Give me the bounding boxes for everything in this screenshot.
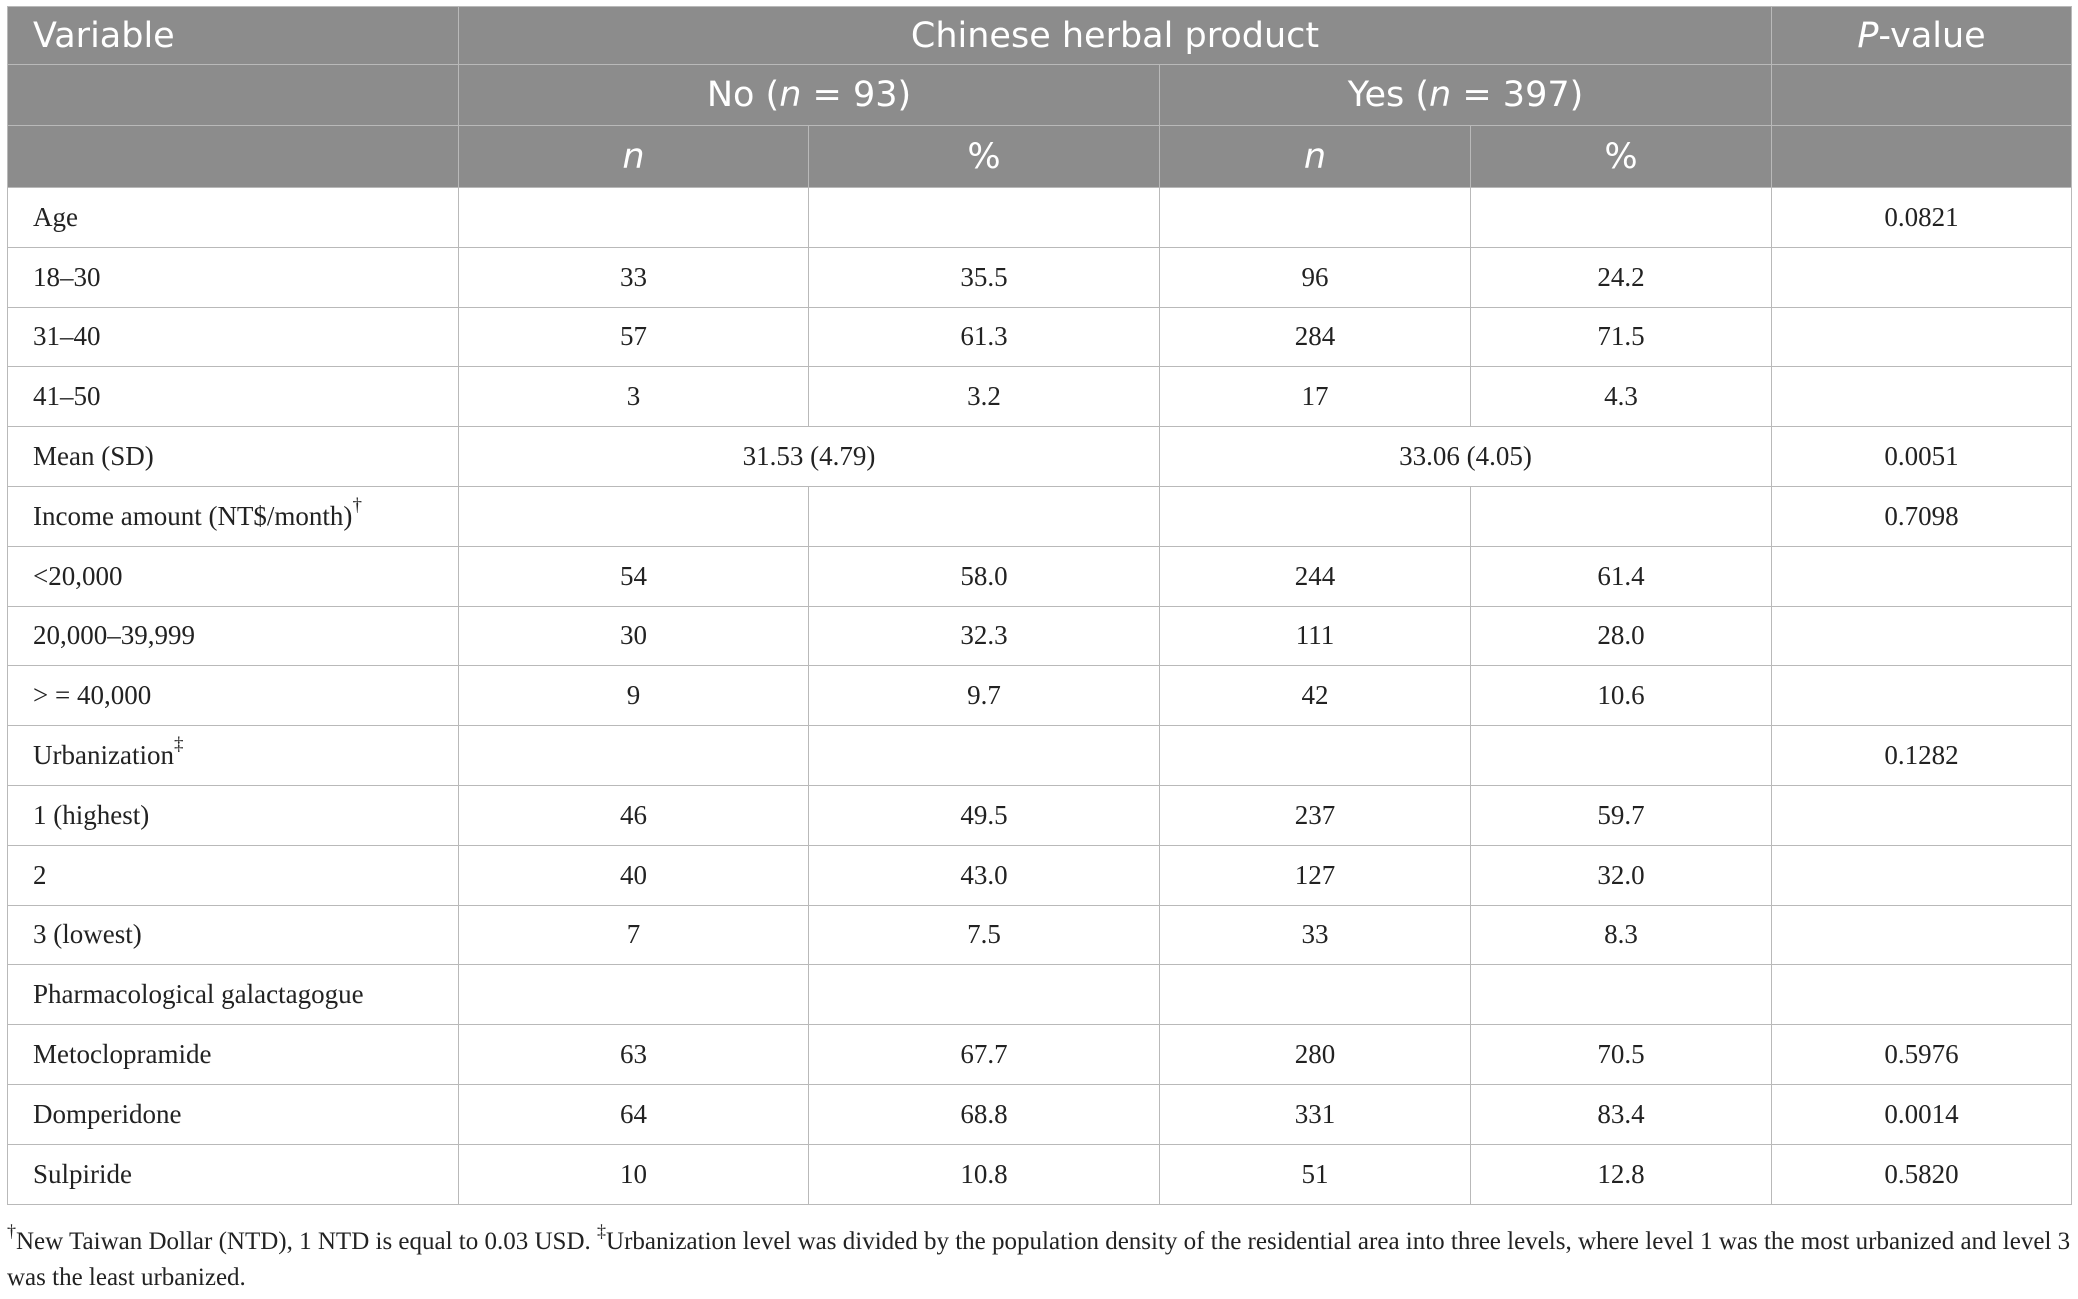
cell-pvalue	[1772, 367, 2072, 427]
cell-pvalue: 0.0014	[1772, 1084, 2072, 1144]
table-row	[8, 307, 2072, 367]
table-row	[8, 905, 2072, 965]
cell-yes-mean-sd: 33.06 (4.05)	[1160, 427, 1772, 487]
row-label	[8, 427, 459, 487]
header-pvalue-rest: -value	[1878, 15, 1986, 56]
row-label	[8, 247, 459, 307]
row-label-text: 3 (lowest)	[33, 919, 142, 950]
row-label	[8, 546, 459, 606]
row-label-text: Urbanization	[33, 740, 174, 771]
row-label	[8, 1025, 459, 1085]
row-label	[8, 845, 459, 905]
row-label	[8, 367, 459, 427]
table-row	[8, 1084, 2072, 1144]
cell-yes-pct: 24.2	[1471, 247, 1772, 307]
row-label	[8, 188, 459, 248]
cell-pvalue	[1772, 546, 2072, 606]
cell-yes-pct: 10.6	[1471, 666, 1772, 726]
header-no-group	[459, 65, 1160, 126]
row-label-text: Sulpiride	[33, 1158, 132, 1189]
table-row	[8, 606, 2072, 666]
footnote-text-currency: New Taiwan Dollar (NTD), 1 NTD is equal to 0.03 USD.	[16, 1228, 598, 1255]
cell-yes-pct	[1471, 188, 1772, 248]
cell-yes-n	[1160, 188, 1471, 248]
cell-no-pct: 68.8	[809, 1084, 1160, 1144]
row-label-text: Age	[33, 201, 78, 232]
cell-pvalue	[1772, 247, 2072, 307]
cell-pvalue: 0.7098	[1772, 486, 2072, 546]
cell-no-pct: 32.3	[809, 606, 1160, 666]
cell-no-pct: 10.8	[809, 1144, 1160, 1204]
cell-no-n	[459, 965, 809, 1025]
header-empty-cell	[8, 126, 459, 188]
header-no-suffix: = 93)	[801, 75, 912, 115]
cell-yes-pct: 28.0	[1471, 606, 1772, 666]
header-group: Chinese herbal product	[459, 7, 1772, 65]
header-empty-cell	[8, 65, 459, 126]
cell-yes-n: 237	[1160, 785, 1471, 845]
data-table	[7, 6, 2072, 1205]
header-pvalue	[1772, 7, 2072, 65]
footnote-text-urbanization: Urbanization level was divided by the population density of the residential area into three levels, where level 1 was the most urbanized and level 3 was the least urbanized.	[7, 1228, 2071, 1291]
header-yes-group	[1160, 65, 1772, 126]
cell-no-n: 33	[459, 247, 809, 307]
row-label-text: Mean (SD)	[33, 441, 154, 472]
cell-no-mean-sd: 31.53 (4.79)	[459, 427, 1160, 487]
table-row	[8, 726, 2072, 786]
cell-no-n: 64	[459, 1084, 809, 1144]
row-label	[8, 486, 459, 546]
row-label-text: Metoclopramide	[33, 1039, 212, 1070]
cell-no-n: 40	[459, 845, 809, 905]
row-label-text: Income amount (NT$/month)	[33, 500, 353, 531]
header-yes-n-col: n	[1160, 126, 1471, 188]
cell-yes-pct	[1471, 486, 1772, 546]
table-footnote	[7, 1220, 2075, 1296]
cell-no-n: 3	[459, 367, 809, 427]
table-row	[8, 486, 2072, 546]
cell-yes-pct: 83.4	[1471, 1084, 1772, 1144]
cell-yes-pct: 59.7	[1471, 785, 1772, 845]
footnote-mark-dagger: †	[7, 1220, 16, 1241]
header-no-prefix: No (	[706, 75, 780, 115]
cell-no-pct	[809, 486, 1160, 546]
cell-pvalue	[1772, 666, 2072, 726]
cell-yes-n	[1160, 965, 1471, 1025]
cell-yes-pct: 12.8	[1471, 1144, 1772, 1204]
table-row	[8, 845, 2072, 905]
cell-no-pct: 58.0	[809, 546, 1160, 606]
cell-pvalue	[1772, 785, 2072, 845]
table-row	[8, 1144, 2072, 1204]
cell-no-n: 63	[459, 1025, 809, 1085]
cell-no-pct: 3.2	[809, 367, 1160, 427]
cell-no-n	[459, 726, 809, 786]
table-row	[8, 427, 2072, 487]
cell-yes-pct: 8.3	[1471, 905, 1772, 965]
row-label-text: Pharmacological galactagogue	[33, 979, 364, 1010]
row-label	[8, 606, 459, 666]
cell-no-n: 9	[459, 666, 809, 726]
cell-no-n: 7	[459, 905, 809, 965]
header-empty-cell	[1772, 126, 2072, 188]
cell-no-pct: 67.7	[809, 1025, 1160, 1085]
cell-no-pct: 43.0	[809, 845, 1160, 905]
cell-yes-n	[1160, 726, 1471, 786]
footnote-marker: †	[352, 494, 362, 516]
row-label-text: 20,000–39,999	[33, 620, 195, 651]
table-body	[8, 188, 2072, 1205]
row-label-text: 31–40	[33, 321, 101, 352]
table-row	[8, 965, 2072, 1025]
cell-pvalue: 0.5820	[1772, 1144, 2072, 1204]
cell-no-pct: 9.7	[809, 666, 1160, 726]
cell-no-pct	[809, 965, 1160, 1025]
row-label-text: > = 40,000	[33, 680, 152, 711]
cell-yes-n: 96	[1160, 247, 1471, 307]
cell-pvalue	[1772, 606, 2072, 666]
row-label	[8, 785, 459, 845]
header-yes-prefix: Yes (	[1347, 75, 1430, 115]
cell-no-pct: 7.5	[809, 905, 1160, 965]
header-yes-n: n	[1429, 75, 1452, 115]
row-label-text: 1 (highest)	[33, 799, 150, 830]
cell-pvalue: 0.0821	[1772, 188, 2072, 248]
header-no-n-col: n	[459, 126, 809, 188]
cell-yes-n: 42	[1160, 666, 1471, 726]
header-yes-suffix: = 397)	[1451, 75, 1584, 115]
row-label-text: 2	[33, 859, 47, 890]
table-row	[8, 367, 2072, 427]
row-label	[8, 965, 459, 1025]
cell-pvalue: 0.1282	[1772, 726, 2072, 786]
cell-pvalue	[1772, 905, 2072, 965]
row-label	[8, 307, 459, 367]
cell-pvalue	[1772, 845, 2072, 905]
cell-no-n: 54	[459, 546, 809, 606]
cell-pvalue: 0.5976	[1772, 1025, 2072, 1085]
table-row	[8, 188, 2072, 248]
cell-yes-n: 244	[1160, 546, 1471, 606]
table-row	[8, 785, 2072, 845]
table-row	[8, 1025, 2072, 1085]
cell-no-pct: 35.5	[809, 247, 1160, 307]
row-label	[8, 905, 459, 965]
cell-pvalue	[1772, 965, 2072, 1025]
cell-yes-n: 331	[1160, 1084, 1471, 1144]
cell-no-n: 10	[459, 1144, 809, 1204]
row-label-text: 18–30	[33, 261, 101, 292]
cell-pvalue: 0.0051	[1772, 427, 2072, 487]
cell-no-pct: 61.3	[809, 307, 1160, 367]
cell-yes-n: 17	[1160, 367, 1471, 427]
header-yes-pct-col: %	[1471, 126, 1772, 188]
cell-yes-n: 284	[1160, 307, 1471, 367]
table-row	[8, 247, 2072, 307]
footnote-mark-double-dagger: ‡	[597, 1220, 607, 1241]
row-label	[8, 1084, 459, 1144]
row-label	[8, 1144, 459, 1204]
cell-yes-n: 280	[1160, 1025, 1471, 1085]
cell-yes-pct: 70.5	[1471, 1025, 1772, 1085]
cell-yes-pct	[1471, 726, 1772, 786]
cell-yes-n: 51	[1160, 1144, 1471, 1204]
header-no-pct-col: %	[809, 126, 1160, 188]
cell-no-n	[459, 486, 809, 546]
table-row	[8, 546, 2072, 606]
row-label-text: <20,000	[33, 560, 123, 591]
cell-no-n: 30	[459, 606, 809, 666]
cell-no-pct: 49.5	[809, 785, 1160, 845]
cell-no-n: 46	[459, 785, 809, 845]
cell-yes-n: 111	[1160, 606, 1471, 666]
cell-yes-pct: 71.5	[1471, 307, 1772, 367]
cell-yes-pct: 32.0	[1471, 845, 1772, 905]
footnote-marker: ‡	[173, 734, 184, 756]
cell-pvalue	[1772, 307, 2072, 367]
cell-no-pct	[809, 188, 1160, 248]
row-label-text: 41–50	[33, 381, 101, 412]
table-row	[8, 666, 2072, 726]
cell-no-n	[459, 188, 809, 248]
cell-yes-n	[1160, 486, 1471, 546]
cell-yes-pct: 61.4	[1471, 546, 1772, 606]
row-label	[8, 726, 459, 786]
header-no-n: n	[779, 75, 802, 115]
header-pvalue-p: P	[1857, 15, 1879, 56]
table-header	[8, 7, 2072, 188]
row-label	[8, 666, 459, 726]
row-label-text: Domperidone	[33, 1098, 182, 1129]
header-variable: Variable	[8, 7, 459, 65]
cell-no-pct	[809, 726, 1160, 786]
cell-yes-pct: 4.3	[1471, 367, 1772, 427]
cell-yes-n: 33	[1160, 905, 1471, 965]
cell-yes-n: 127	[1160, 845, 1471, 905]
cell-yes-pct	[1471, 965, 1772, 1025]
cell-no-n: 57	[459, 307, 809, 367]
header-empty-cell	[1772, 65, 2072, 126]
